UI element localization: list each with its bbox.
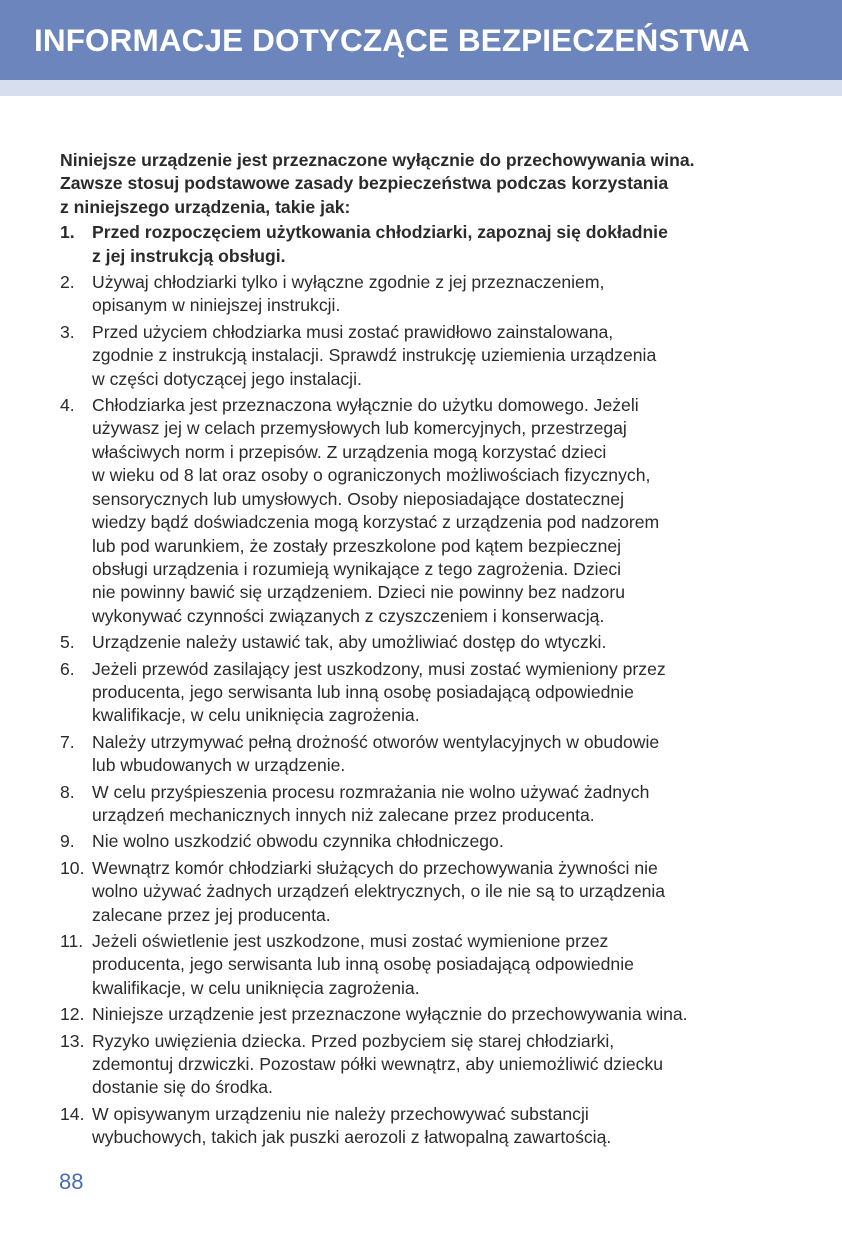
list-item-line: Używaj chłodziarki tylko i wyłączne zgodnie z jej przeznaczeniem, — [92, 272, 605, 293]
list-item-line: w części dotyczącej jego instalacji. — [92, 368, 362, 389]
list-item-number: 1. — [60, 222, 75, 243]
page-title: INFORMACJE DOTYCZĄCE BEZPIECZEŃSTWA — [34, 22, 750, 58]
list-item-line: Jeżeli przewód zasilający jest uszkodzony, musi zostać wymieniony przez — [92, 658, 666, 679]
list-item-line: wiedzy bądź doświadczenia mogą korzystać z urządzenia pod nadzorem — [92, 512, 660, 533]
list-item-line: dostanie się do środka. — [92, 1077, 273, 1098]
list-item-line: sensorycznych lub umysłowych. Osoby nieposiadające dostatecznej — [92, 488, 624, 509]
list-item-line: urządzeń mechanicznych innych niż zalecane przez producenta. — [92, 804, 595, 825]
list-item-number: 12. — [60, 1004, 85, 1025]
safety-content — [60, 149, 788, 1153]
list-item — [60, 658, 788, 728]
list-item-line: używasz jej w celach przemysłowych lub komercyjnych, przestrzegaj — [92, 418, 627, 439]
list-item — [60, 394, 788, 628]
list-item — [60, 857, 788, 927]
list-item-number: 5. — [60, 632, 75, 653]
list-item-line: W celu przyśpieszenia procesu rozmrażania nie wolno używać żadnych — [92, 781, 650, 802]
list-item-line: Ryzyko uwięzienia dziecka. Przed pozbyciem się starej chłodziarki, — [92, 1030, 615, 1051]
list-item — [60, 631, 788, 654]
list-item — [60, 1103, 788, 1150]
list-item-line: W opisywanym urządzeniu nie należy przechowywać substancji — [92, 1103, 589, 1124]
list-item-line: z jej instrukcją obsługi. — [92, 245, 286, 266]
list-item-number: 2. — [60, 272, 75, 293]
list-item-text — [92, 731, 788, 778]
list-item-line: Jeżeli oświetlenie jest uszkodzone, musi zostać wymienione przez — [92, 931, 609, 951]
list-item-line: wolno używać żadnych urządzeń elektrycznych, o ile nie są to urządzenia — [92, 881, 666, 902]
list-item-line: zgodnie z instrukcją instalacji. Sprawdź instrukcję uziemienia urządzenia — [92, 345, 657, 366]
list-item — [60, 781, 788, 828]
list-item-line: zdemontuj drzwiczki. Pozostaw półki wewnątrz, aby uniemożliwić dziecku — [92, 1054, 664, 1075]
list-item-text — [92, 857, 788, 927]
list-item-line: Przed rozpoczęciem użytkowania chłodziarki, zapoznaj się dokładnie — [92, 222, 668, 243]
list-item-text — [92, 321, 788, 391]
list-item-number: 10. — [60, 857, 85, 878]
list-item-line: lub wbudowanych w urządzenie. — [92, 755, 346, 776]
list-item — [60, 731, 788, 778]
list-item-text — [92, 394, 788, 628]
list-item-number: 11. — [60, 931, 84, 951]
list-item-text — [92, 271, 788, 318]
list-item-line: Należy utrzymywać pełną drożność otworów wentylacyjnych w obudowie — [92, 731, 660, 752]
list-item-line: wykonywać czynności związanych z czyszczeniem i konserwacją. — [92, 605, 605, 626]
list-item-line: zalecane przez jej producenta. — [92, 904, 331, 925]
list-item-line: producenta, jego serwisanta lub inną osobę posiadającą odpowiednie — [92, 954, 634, 975]
list-item-line: Niniejsze urządzenie jest przeznaczone wyłącznie do przechowywania wina. — [92, 1004, 688, 1025]
list-item-text — [92, 631, 788, 654]
list-item — [60, 830, 788, 853]
intro-line: Niniejsze urządzenie jest przeznaczone wyłącznie do przechowywania wina. — [60, 150, 695, 170]
list-item-text — [92, 1103, 788, 1150]
intro-line: z niniejszego urządzenia, takie jak: — [60, 196, 351, 217]
list-item-number: 3. — [60, 321, 75, 342]
list-item-line: kwalifikacje, w celu uniknięcia zagrożenia. — [92, 705, 420, 726]
page-number: 88 — [59, 1169, 84, 1194]
intro-paragraph — [60, 149, 788, 219]
list-item-line: opisanym w niniejszej instrukcji. — [92, 295, 341, 316]
list-item — [60, 321, 788, 391]
list-item-number: 8. — [60, 781, 75, 802]
intro-line: Zawsze stosuj podstawowe zasady bezpieczeństwa podczas korzystania — [60, 173, 669, 194]
list-item-number: 13. — [60, 1030, 85, 1051]
list-item-number: 14. — [60, 1103, 85, 1124]
list-item-line: obsługi urządzenia i rozumieją wynikające z tego zagrożenia. Dzieci — [92, 558, 622, 579]
list-item-line: nie powinny bawić się urządzeniem. Dzieci nie powinny bez nadzoru — [92, 582, 625, 603]
list-item-line: w wieku od 8 lat oraz osoby o ograniczonych możliwościach fizycznych, — [92, 465, 651, 486]
list-item-line: lub pod warunkiem, że zostały przeszkolone pod kątem bezpiecznej — [92, 535, 622, 556]
list-item-number: 9. — [60, 831, 75, 852]
list-item-line: Chłodziarka jest przeznaczona wyłącznie do użytku domowego. Jeżeli — [92, 395, 639, 416]
list-item — [60, 271, 788, 318]
header-banner — [0, 0, 842, 80]
list-item-text — [92, 1030, 788, 1100]
list-item — [60, 930, 788, 1000]
list-item — [60, 1003, 788, 1026]
list-item-line: producenta, jego serwisanta lub inną osobę posiadającą odpowiednie — [92, 681, 634, 702]
list-item-line: właściwych norm i przepisów. Z urządzenia mogą korzystać dzieci — [92, 441, 607, 462]
header-strip — [0, 80, 842, 96]
list-item-number: 6. — [60, 658, 75, 679]
list-item-text — [92, 830, 788, 853]
list-item-text — [92, 221, 788, 268]
list-item-line: wybuchowych, takich jak puszki aerozoli z łatwopalną zawartością. — [92, 1127, 612, 1148]
list-item-number: 4. — [60, 395, 75, 416]
list-item — [60, 221, 788, 268]
list-item-line: Urządzenie należy ustawić tak, aby umożliwiać dostęp do wtyczki. — [92, 632, 607, 653]
list-item-line: Nie wolno uszkodzić obwodu czynnika chłodniczego. — [92, 831, 504, 852]
list-item-number: 7. — [60, 731, 75, 752]
list-item-line: Wewnątrz komór chłodziarki służących do przechowywania żywności nie — [92, 857, 658, 878]
list-item-text — [92, 781, 788, 828]
list-item-line: kwalifikacje, w celu uniknięcia zagrożenia. — [92, 977, 420, 998]
list-item-line: Przed użyciem chłodziarka musi zostać prawidłowo zainstalowana, — [92, 321, 614, 342]
list-item-text — [92, 1003, 788, 1026]
list-item — [60, 1030, 788, 1100]
safety-list — [60, 221, 788, 1149]
list-item-text — [92, 658, 788, 728]
list-item-text — [92, 930, 788, 1000]
